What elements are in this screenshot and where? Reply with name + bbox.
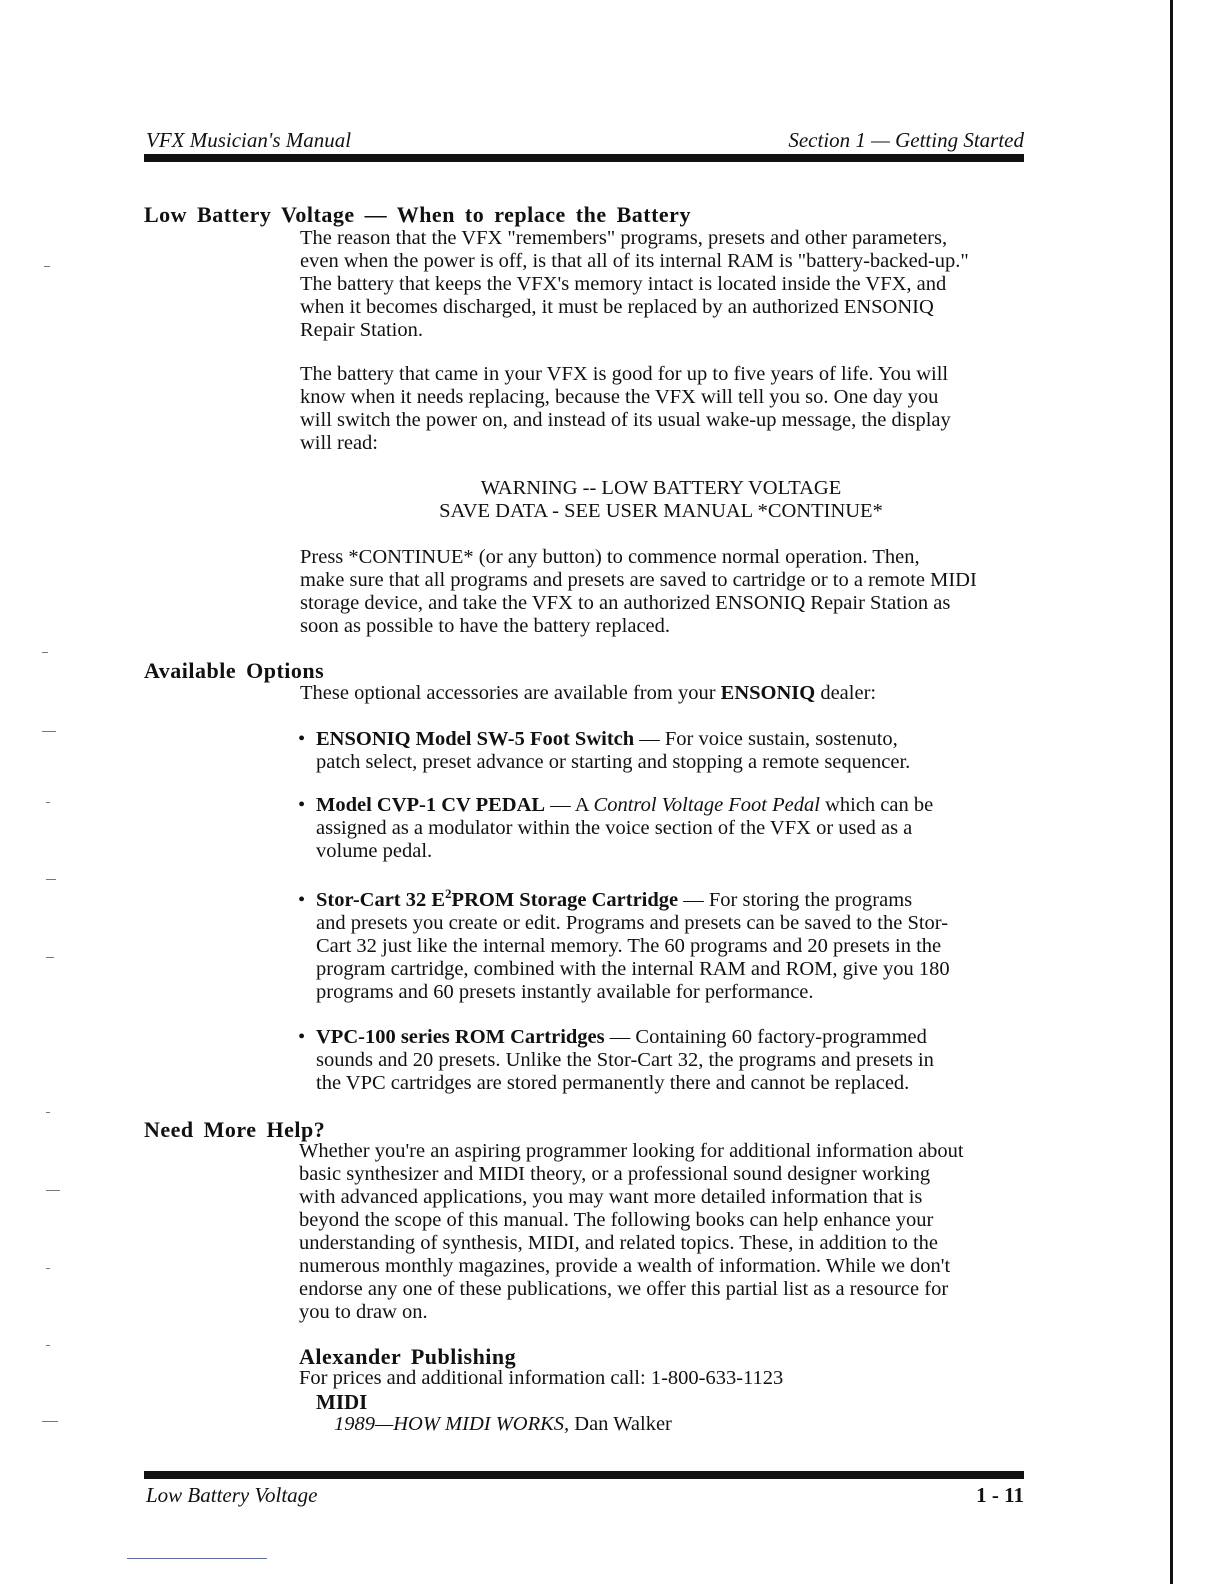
footnote-line bbox=[127, 1558, 267, 1559]
display-line-2: SAVE DATA - SEE USER MANUAL *CONTINUE* bbox=[439, 500, 883, 522]
header-rule bbox=[144, 154, 1024, 162]
scan-mark bbox=[46, 1268, 50, 1269]
option-desc-line: Cart 32 just like the internal memory. The 60 programs and 20 presets in the bbox=[316, 935, 942, 957]
scan-mark bbox=[46, 1345, 50, 1346]
text-line: Press *CONTINUE* (or any button) to commence normal operation. Then, bbox=[300, 546, 920, 568]
option-desc-line: sounds and 20 presets. Unlike the Stor-Cart 32, the programs and presets in bbox=[316, 1049, 934, 1071]
option-desc: which can be bbox=[819, 794, 934, 816]
running-header-left: VFX Musician's Manual bbox=[146, 128, 352, 152]
option-item-cvp1 bbox=[298, 794, 1031, 863]
option-name: VPC-100 series ROM Cartridges bbox=[316, 1026, 605, 1048]
option-desc-line: the VPC cartridges are stored permanently there and cannot be replaced. bbox=[316, 1072, 910, 1094]
superscript: 2 bbox=[445, 886, 452, 902]
display-message bbox=[300, 477, 1022, 523]
help-paragraph bbox=[299, 1140, 1024, 1324]
text-line: Whether you're an aspiring programmer looking for additional information about bbox=[299, 1140, 964, 1162]
text-line: make sure that all programs and presets are saved to cartridge or to a remote MIDI bbox=[300, 569, 977, 591]
option-desc-italic: Control Voltage Foot Pedal bbox=[593, 794, 820, 816]
scan-mark bbox=[44, 266, 50, 267]
text-line: you to draw on. bbox=[299, 1301, 428, 1323]
option-desc: — A bbox=[545, 794, 594, 816]
book-entry bbox=[334, 1413, 672, 1436]
intro-text-end: dealer: bbox=[815, 682, 877, 704]
text-line: understanding of synthesis, MIDI, and related topics. These, in addition to the bbox=[299, 1232, 938, 1254]
option-desc: — For storing the programs bbox=[678, 889, 913, 911]
running-footer-left: Low Battery Voltage bbox=[146, 1483, 318, 1507]
scan-mark bbox=[42, 652, 48, 653]
text-line: The battery that came in your VFX is good for up to five years of life. You will bbox=[300, 363, 949, 385]
text-line: numerous monthly magazines, provide a wealth of information. While we don't bbox=[299, 1255, 951, 1277]
scan-mark bbox=[46, 957, 54, 958]
book-title: 1989—HOW MIDI WORKS, bbox=[334, 1413, 570, 1435]
option-name: PROM Storage Cartridge bbox=[451, 889, 679, 911]
scan-mark bbox=[46, 879, 56, 880]
section-title-battery: Low Battery Voltage — When to replace the Battery bbox=[144, 202, 691, 227]
scan-mark bbox=[46, 1112, 50, 1113]
bullet-icon: • bbox=[298, 794, 306, 816]
display-line-1: WARNING -- LOW BATTERY VOLTAGE bbox=[480, 477, 842, 499]
bullet-icon: • bbox=[298, 1026, 306, 1048]
battery-paragraph-2 bbox=[300, 363, 1025, 455]
text-line: soon as possible to have the battery replaced. bbox=[300, 615, 671, 637]
scan-mark bbox=[42, 1421, 58, 1422]
publisher-contact: For prices and additional information call: 1-800-633-1123 bbox=[299, 1367, 784, 1389]
battery-paragraph-1 bbox=[300, 227, 1025, 342]
footer-rule bbox=[144, 1471, 1024, 1479]
book-category: MIDI bbox=[316, 1390, 368, 1414]
options-intro bbox=[300, 682, 1025, 705]
text-line: with advanced applications, you may want more detailed information that is bbox=[299, 1186, 923, 1208]
text-line: will switch the power on, and instead of its usual wake-up message, the display bbox=[300, 409, 951, 431]
battery-paragraph-3 bbox=[300, 546, 1025, 638]
option-desc: — Containing 60 factory-programmed bbox=[604, 1026, 927, 1048]
option-item-vpc100 bbox=[298, 1026, 1031, 1095]
scan-mark bbox=[46, 802, 50, 803]
text-line: when it becomes discharged, it must be replaced by an authorized ENSONIQ bbox=[300, 296, 934, 318]
option-name: Stor-Cart 32 E bbox=[316, 889, 446, 911]
option-desc: — For voice sustain, sostenuto, bbox=[634, 728, 898, 750]
option-desc-line: volume pedal. bbox=[316, 840, 433, 862]
text-line: will read: bbox=[300, 432, 378, 454]
scan-mark bbox=[42, 731, 56, 732]
scan-mark bbox=[46, 1190, 60, 1191]
section-title-help: Need More Help? bbox=[144, 1117, 326, 1142]
text-line: even when the power is off, is that all of its internal RAM is "battery-backed-up." bbox=[300, 250, 969, 272]
text-line: basic synthesizer and MIDI theory, or a professional sound designer working bbox=[299, 1163, 931, 1185]
option-desc-line: and presets you create or edit. Programs and presets can be saved to the Stor- bbox=[316, 912, 949, 934]
bullet-icon: • bbox=[298, 889, 306, 911]
text-line: The battery that keeps the VFX's memory intact is located inside the VFX, and bbox=[300, 273, 947, 295]
intro-text: These optional accessories are available from your bbox=[300, 682, 721, 704]
book-author: Dan Walker bbox=[569, 1413, 672, 1435]
text-line: The reason that the VFX "remembers" programs, presets and other parameters, bbox=[300, 227, 948, 249]
text-line: endorse any one of these publications, we offer this partial list as a resource for bbox=[299, 1278, 949, 1300]
text-line: know when it needs replacing, because the VFX will tell you so. One day you bbox=[300, 386, 939, 408]
running-header-right: Section 1 — Getting Started bbox=[788, 128, 1024, 152]
option-desc-line: patch select, preset advance or starting and stopping a remote sequencer. bbox=[316, 751, 911, 773]
option-name: Model CVP-1 CV PEDAL bbox=[316, 794, 546, 816]
section-title-options: Available Options bbox=[144, 658, 325, 683]
option-desc-line: programs and 60 presets instantly available for performance. bbox=[316, 981, 814, 1003]
text-line: Repair Station. bbox=[300, 319, 423, 341]
intro-brand: ENSONIQ bbox=[720, 682, 816, 704]
option-name: ENSONIQ Model SW-5 Foot Switch bbox=[316, 728, 635, 750]
option-desc-line: program cartridge, combined with the internal RAM and ROM, give you 180 bbox=[316, 958, 950, 980]
text-line: storage device, and take the VFX to an authorized ENSONIQ Repair Station as bbox=[300, 592, 951, 614]
publisher-name: Alexander Publishing bbox=[299, 1344, 517, 1369]
option-item-storcart bbox=[298, 886, 1031, 1004]
page-edge-line bbox=[1170, 0, 1173, 1584]
option-item-sw5 bbox=[298, 728, 1031, 774]
page-number: 1 - 11 bbox=[976, 1483, 1024, 1507]
option-desc-line: assigned as a modulator within the voice section of the VFX or used as a bbox=[316, 817, 913, 839]
bullet-icon: • bbox=[298, 728, 306, 750]
text-line: beyond the scope of this manual. The following books can help enhance your bbox=[299, 1209, 934, 1231]
